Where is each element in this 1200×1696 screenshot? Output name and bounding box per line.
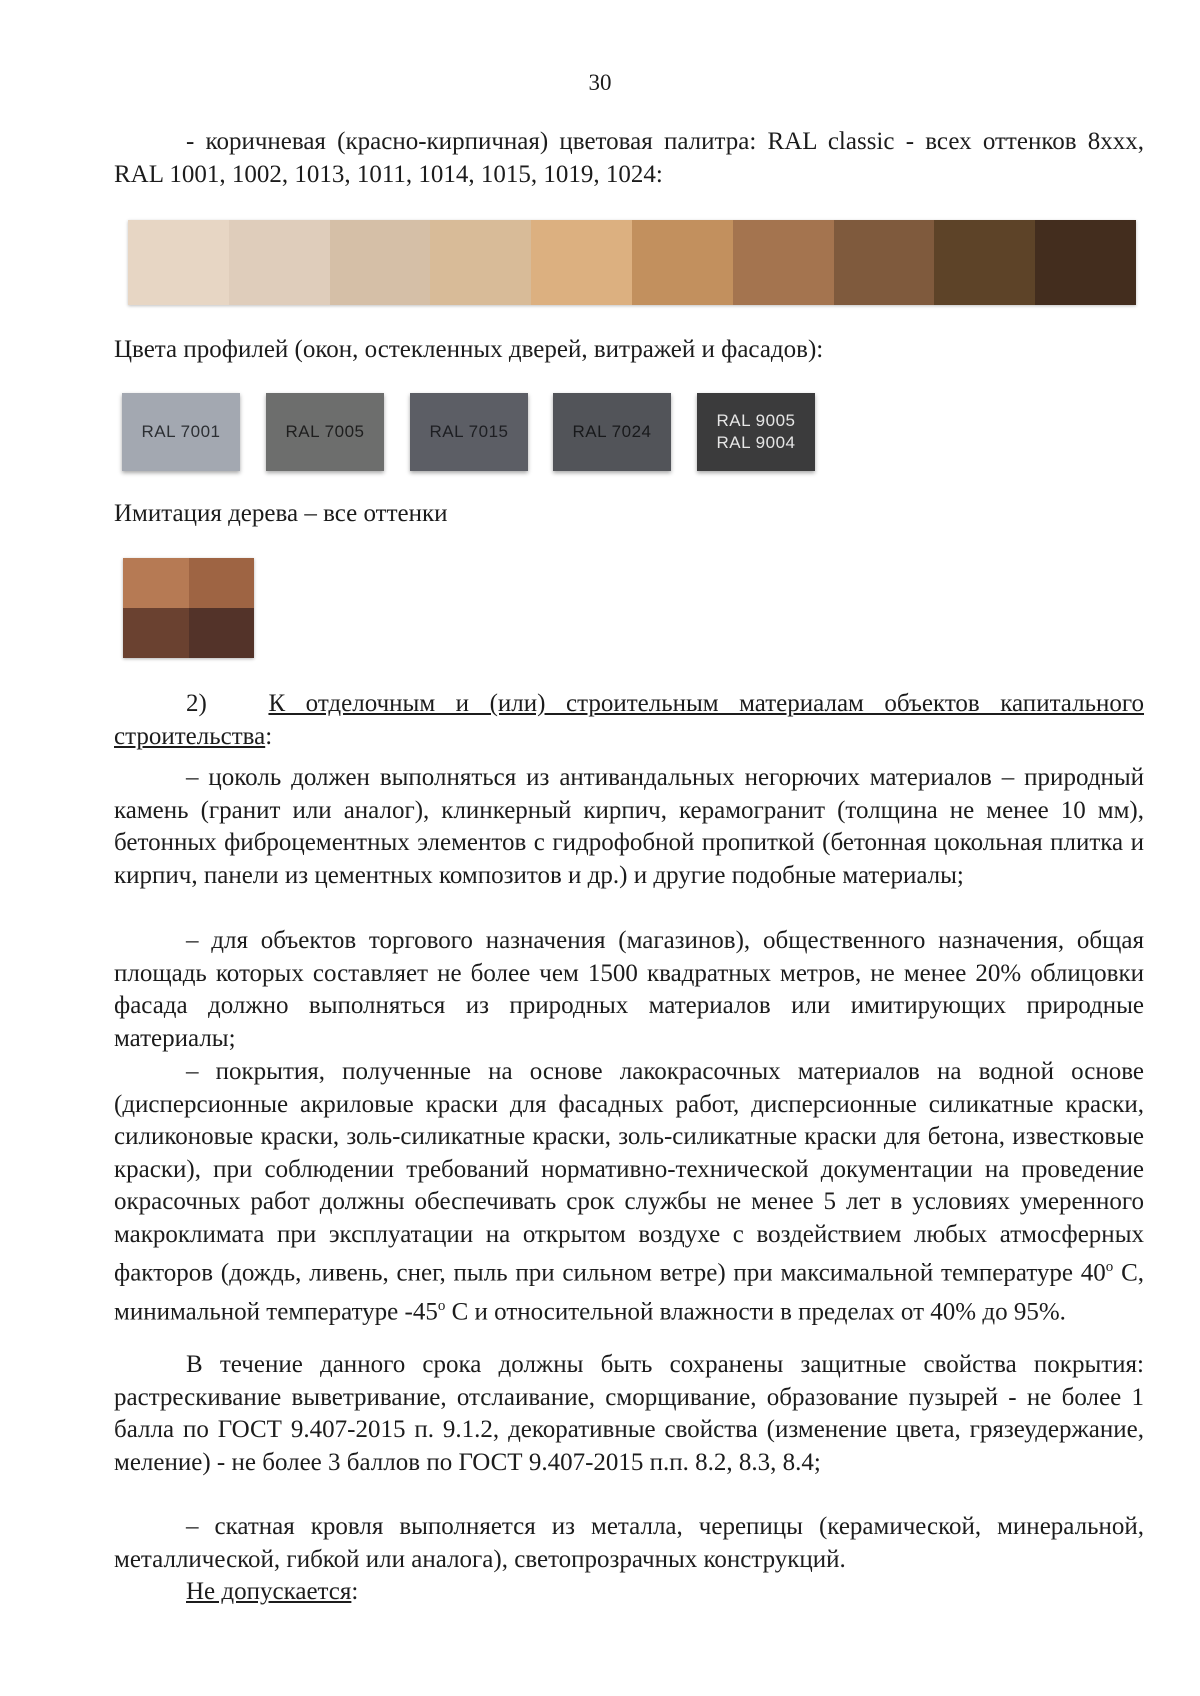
socle-paragraph: – цоколь должен выполняться из антивандальных негорючих материалов – природный камень (гранит или аналог), клинкерный кирпич, керамогранит (толщина не менее 10 мм), бетонных фиброцементных элементов с гидрофобной пропиткой (бетонная цокольная плитка и кирпич, панели из цементных композитов и др.) и другие подобные материалы; <box>114 764 1144 889</box>
wood-tile <box>189 608 255 658</box>
profiles-heading: Цвета профилей (окон, остекленных дверей, витражей и фасадов): <box>114 336 824 363</box>
coatings-text: – покрытия, полученные на основе лакокрасочных материалов на водной основе (дисперсионные акриловые краски для фасадных работ, дисперсионные силикатные краски, силиконовые краски, золь-силикатные краски, золь-силикатные краски для бетона, известковые краски), при соблюдении требований нормативно-технической документации на проведение окрасочных работ должны обеспечивать срок службы не менее 5 лет в условиях умеренного макроклимата при эксплуатации на открытом воздухе с воздействием любых атмосферных факторов (дождь, ливень, снег, пыль при сильном ветре) при максимальной температуре 40 <box>114 1058 1144 1287</box>
palette-swatch <box>531 220 632 305</box>
swatch-label: RAL 7024 <box>572 422 652 441</box>
palette-swatch <box>1035 220 1136 305</box>
wood-tile <box>189 558 255 608</box>
palette-swatch <box>934 220 1035 305</box>
coatings-text: С, минимальной температуре -45 <box>114 1259 1144 1326</box>
degree-sign: o <box>437 1297 446 1314</box>
wood-heading: Имитация дерева – все оттенки <box>114 500 448 527</box>
palette-swatch <box>128 220 229 305</box>
brown-palette-strip <box>128 220 1136 305</box>
palette-swatch <box>330 220 431 305</box>
swatch-ral-7005 <box>266 393 384 471</box>
coatings-paragraph <box>114 1056 1144 1329</box>
wood-tile <box>123 608 189 658</box>
wood-tile <box>123 558 189 608</box>
degree-sign: o <box>1105 1259 1114 1275</box>
palette-paragraph: - коричневая (красно-кирпичная) цветовая палитра: RAL classic - всех оттенков 8xxx, RAL 1001, 1002, 1013, 1011, 1014, 1015, 1019, 1024: <box>114 128 1144 188</box>
not-allowed-label: Не допускается <box>186 1578 352 1605</box>
service-life-paragraph: В течение данного срока должны быть сохранены защитные свойства покрытия: растрескивание выветривание, отслаивание, сморщивание, образование пузырей - не более 1 балла по ГОСТ 9.407-2015 п. 9.1.2, декоративные свойства (изменение цвета, грязеудержание, меление) - не более 3 баллов по ГОСТ 9.407-2015 п.п. 8.2, 8.3, 8.4; <box>114 1351 1144 1476</box>
palette-swatch <box>229 220 330 305</box>
swatch-label: RAL 7005 <box>285 422 365 441</box>
palette-swatch <box>430 220 531 305</box>
section-colon: : <box>265 722 273 750</box>
swatch-label: RAL 7015 <box>429 422 509 441</box>
palette-swatch <box>733 220 834 305</box>
palette-swatch <box>632 220 733 305</box>
swatch-ral-7024 <box>553 393 671 471</box>
page-number: 30 <box>588 70 612 95</box>
swatch-label: RAL 9005 <box>716 411 796 430</box>
section-title: К отделочным и (или) строительным материалам объектов капитального строительства <box>114 690 1145 750</box>
section-number: 2) <box>186 690 207 717</box>
not-allowed-colon: : <box>351 1578 359 1605</box>
roof-paragraph: – скатная кровля выполняется из металла, черепицы (керамической, минеральной, металлической, гибкой или аналога), светопрозрачных конструкций. <box>114 1513 1144 1573</box>
section-2-heading <box>114 688 1144 753</box>
trade-paragraph: – для объектов торгового назначения (магазинов), общественного назначения, общая площадь которых составляет не более чем 1500 квадратных метров, не менее 20% облицовки фасада должно выполняться из природных материалов или имитирующих природные материалы; <box>114 927 1144 1052</box>
wood-imitation-swatch <box>123 558 254 658</box>
palette-swatch <box>834 220 935 305</box>
swatch-ral-7001 <box>122 393 240 471</box>
swatch-ral-7015 <box>410 393 528 471</box>
coatings-text: С и относительной влажности в пределах от 40% до 95%. <box>445 1298 1066 1326</box>
swatch-label: RAL 9004 <box>716 433 796 452</box>
swatch-ral-9005-9004 <box>697 393 815 471</box>
not-allowed-heading <box>114 1576 1144 1609</box>
swatch-label: RAL 7001 <box>141 422 221 441</box>
